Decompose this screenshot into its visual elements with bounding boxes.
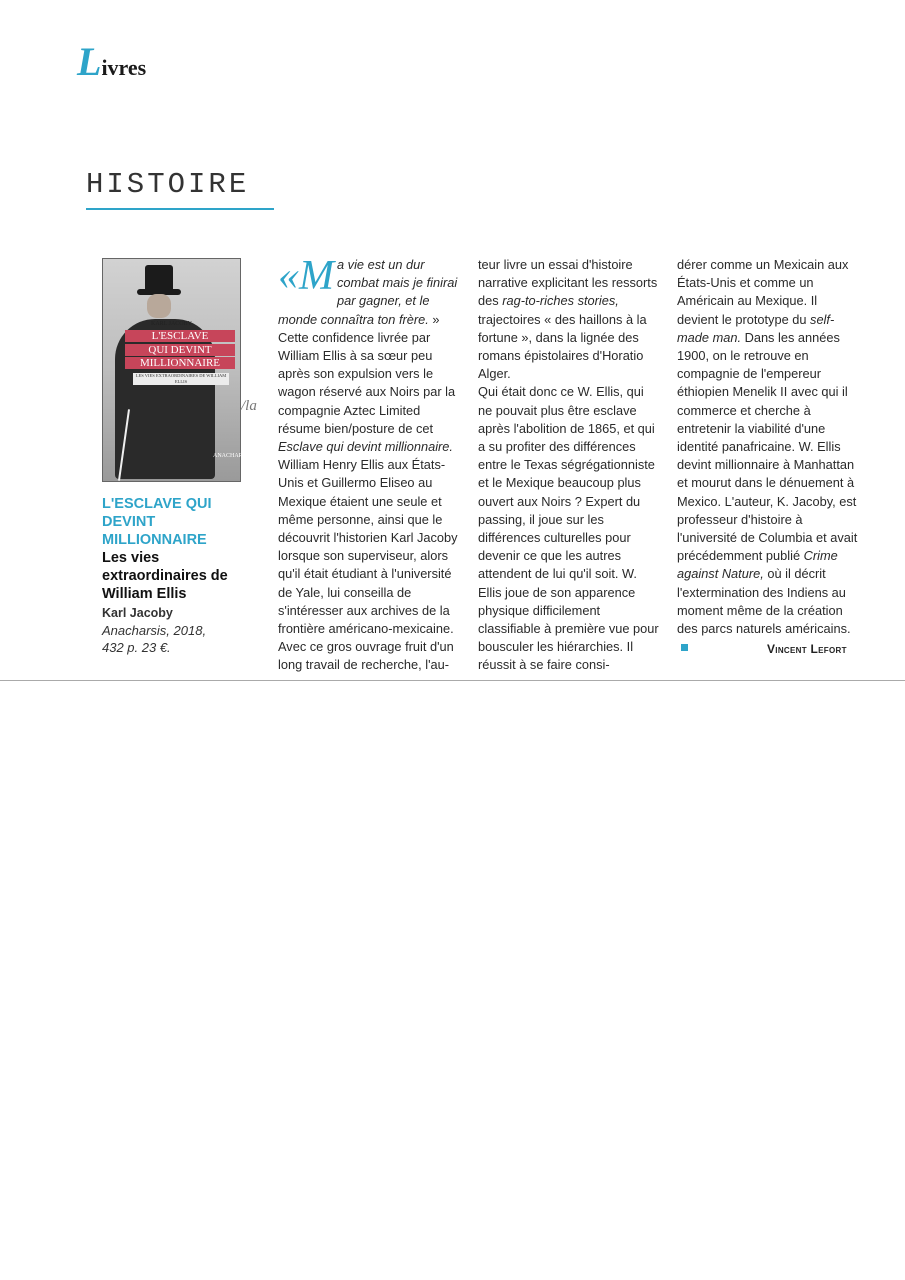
cover-figure-coat (115, 319, 215, 479)
article-column-1 (278, 253, 460, 675)
cover-subtitle: LES VIES EXTRAORDINAIRES DE WILLIAM ELLIS (133, 373, 229, 385)
col1-text: » Cette confidence livrée par William Ellis à sa sœur peu après son expulsion vers le wagon réservé aux Noirs par la compagnie Aztec Limited résume bien/posture de cet (278, 311, 456, 436)
handwritten-margin-note: /la (241, 398, 257, 414)
col2-paragraph-2: Qui était donc ce W. Ellis, qui ne pouvait plus être esclave après l'abolition de 1865, et qui a su profiter des différences entre le Texas ségrégationniste et le Mexique beaucoup plus ouvert aux Noirs ? Expert du passing, il joue sur les différences culturelles pour devenir ce que les autres attendent de lui qu'il soit. W. Ellis joue de son apparence physique difficilement classifiable à première vue pour bousculer les hiérarchies. Il réussit à se faire consi- (478, 384, 659, 673)
cover-figure-face (147, 294, 171, 318)
book-subtitle: Les vies extraordinaires de William Ellis (102, 550, 228, 602)
article-column-3 (677, 256, 859, 656)
col3-italic: self-made man. (677, 311, 835, 345)
section-heading: HISTOIRE (86, 168, 250, 201)
col2-text-a: teur livre un essai d'histoire narrative explicitant les ressorts des (478, 257, 658, 309)
col1-text-end: William Henry Ellis aux États-Unis et Guillermo Eliseo au Mexique étaient une seule et même personne, ainsi que le découvrit l'historien Karl Jacoby lorsque son superviseur, alors qu'il était étudiant à l'université de Yale, lui conseilla de s'intéresser aux archives de la frontière américano-mexicaine. Avec ce gros ouvrage fruit d'un long travail de recherche, l'au- (278, 457, 458, 673)
book-author: Karl Jacoby (102, 606, 173, 620)
book-info (102, 495, 252, 656)
section-underline (86, 208, 274, 210)
book-cover (102, 258, 252, 482)
col3-text-a: dérer comme un Mexicain aux États-Unis et comme un Américain au Mexique. Il devient le prototype du (677, 257, 849, 327)
book-publisher: Anacharsis, 2018, (102, 623, 207, 638)
cover-title-line-1: L'ESCLAVE (125, 330, 235, 342)
page-bottom-rule (0, 680, 905, 681)
opening-quote: a vie est un dur combat mais je finirai par gagner, et le monde connaîtra ton frère. (278, 257, 458, 327)
article-signature: Vincent Lefort (767, 642, 847, 656)
cover-figure-hat (145, 265, 173, 291)
col2-italic: rag-to-riches stories, (502, 293, 619, 309)
cover-author: KARL JACOBY (151, 321, 192, 327)
rubric-title (77, 39, 147, 84)
cover-title-line-3: MILLIONNAIRE (125, 357, 235, 369)
col3-text-b: Dans les années 1900, on le retrouve en compagnie de l'empereur éthiopien Menelik II avec qui il commerce et cherche à entretenir la viabilité d'une identité panafricaine. W. Ellis devint millionnaire à Manhattan et mourut dans le dénuement à Mexico. L'auteur, K. Jacoby, est professeur d'histoire à l'université de Columbia et avait précédemment publié (677, 329, 858, 564)
col1-italic: Esclave qui devint millionnaire. (278, 439, 453, 455)
col3-italic-2: Crime against Nature, (677, 548, 838, 582)
rubric-rest: ivres (101, 55, 147, 80)
cover-publisher: ANACHARSIS (213, 453, 252, 459)
cover-title-line-2: QUI DEVINT (125, 344, 235, 356)
drop-cap: «M (278, 253, 334, 299)
book-details: 432 p. 23 €. (102, 640, 171, 655)
rubric-initial: L (77, 39, 102, 84)
col3-text-c: où il décrit l'extermination des Indiens au moment même de la création des parcs naturels américains. (677, 566, 851, 637)
col2-text-b: trajectoires « des haillons à la fortune », dans la lignée des romans épistolaires d'Horatio Alger. (478, 311, 647, 382)
end-mark-square (681, 644, 688, 651)
article-column-2 (478, 256, 660, 675)
book-title: L'ESCLAVE QUI DEVINT MILLIONNAIRE (102, 496, 212, 548)
